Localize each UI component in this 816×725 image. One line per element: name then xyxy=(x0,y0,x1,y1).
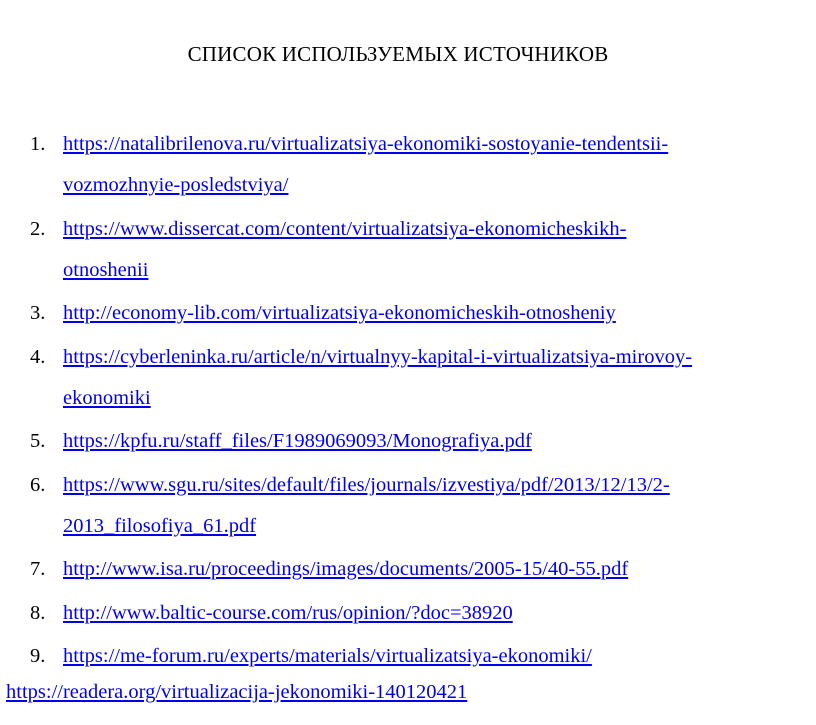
item-number: 5. xyxy=(30,430,46,452)
source-link[interactable] xyxy=(63,346,812,419)
item-number: 8. xyxy=(30,601,46,624)
item-number: 6. xyxy=(30,473,46,496)
source-link[interactable] xyxy=(63,430,532,452)
item-number: 4. xyxy=(30,345,46,368)
link-line: https://www.dissercat.com/content/virtualizatsiya-ekonomicheskikh- xyxy=(63,217,627,240)
source-link[interactable] xyxy=(63,133,812,206)
item-number: 2. xyxy=(30,217,46,240)
link-line: https://kpfu.ru/staff_files/F1989069093/Monografiya.pdf xyxy=(63,430,532,452)
list-item xyxy=(0,124,816,206)
link-line-continued: otnoshenii xyxy=(63,258,149,281)
item-number: 3. xyxy=(30,302,46,324)
list-item xyxy=(0,636,816,677)
source-list xyxy=(0,124,816,680)
source-link[interactable] xyxy=(63,602,513,624)
link-line: http://economy-lib.com/virtualizatsiya-ekonomicheskih-otnosheniy xyxy=(63,302,616,324)
link-line: https://natalibrilenova.ru/virtualizatsiya-ekonomiki-sostoyanie-tendentsii- xyxy=(63,133,669,155)
list-item xyxy=(0,593,816,634)
list-item xyxy=(0,465,816,547)
source-link[interactable] xyxy=(63,474,812,547)
link-line-continued: ekonomiki xyxy=(63,386,151,409)
link-line: http://www.baltic-course.com/rus/opinion/?doc=38920 xyxy=(63,601,513,624)
link-line: https://me-forum.ru/experts/materials/virtualizatsiya-ekonomiki/ xyxy=(63,645,592,667)
source-link[interactable] xyxy=(63,302,616,324)
list-item xyxy=(0,209,816,291)
extra-source-link[interactable]: https://readera.org/virtualizacija-jekonomiki-140120421 xyxy=(6,681,468,703)
list-item xyxy=(0,421,816,462)
link-line: http://www.isa.ru/proceedings/images/documents/2005-15/40-55.pdf xyxy=(63,558,629,580)
list-item xyxy=(0,549,816,590)
source-link[interactable] xyxy=(63,645,592,667)
item-number: 7. xyxy=(30,558,46,580)
link-line-continued: 2013_filosofiya_61.pdf xyxy=(63,514,257,537)
list-item xyxy=(0,337,816,419)
link-line: https://cyberleninka.ru/article/n/virtualnyy-kapital-i-virtualizatsiya-mirovoy- xyxy=(63,345,693,368)
page-title: СПИСОК ИСПОЛЬЗУЕМЫХ ИСТОЧНИКОВ xyxy=(187,42,609,66)
source-link[interactable] xyxy=(63,218,812,291)
link-line: https://www.sgu.ru/sites/default/files/journals/izvestiya/pdf/2013/12/13/2- xyxy=(63,473,670,496)
item-number: 9. xyxy=(30,645,46,667)
source-link[interactable] xyxy=(63,558,628,580)
item-number: 1. xyxy=(30,133,46,155)
list-item xyxy=(0,293,816,334)
link-line-continued: vozmozhnyie-posledstviya/ xyxy=(63,174,289,196)
